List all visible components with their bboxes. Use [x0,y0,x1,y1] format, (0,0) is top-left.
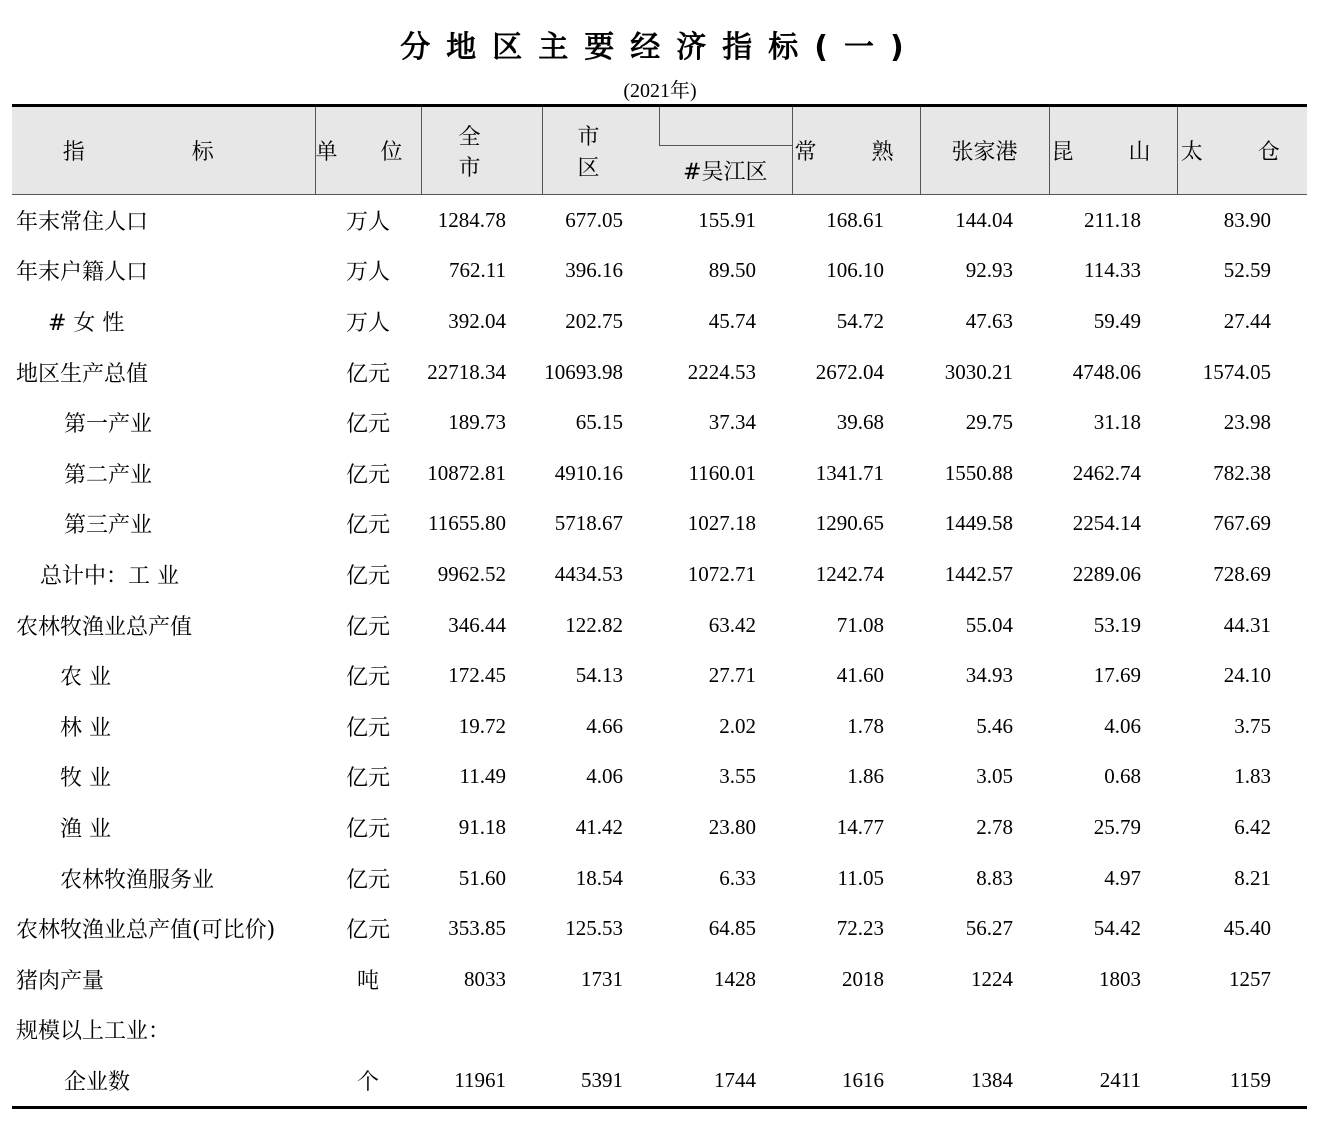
row-unit: 亿元 [345,918,390,944]
cell-city: 189.73 [448,410,506,435]
cell-city: 22718.34 [427,359,506,384]
table-row [12,954,1307,1005]
cell-wujiang: 64.85 [708,916,756,941]
table-row [12,853,1307,904]
cell-urban: 1731 [581,966,623,991]
table-row [12,296,1307,347]
row-indicator-name: 企业数 [12,1055,315,1107]
cell-city: 172.45 [448,663,506,688]
header-unit: 单 位 [315,106,421,195]
cell-zhangjiagang: 92.93 [965,258,1013,283]
table-row [12,195,1307,246]
cell-zhangjiagang: 47.63 [965,308,1013,333]
cell-taicang: 83.90 [1223,207,1271,232]
row-indicator-name: 猪肉产量 [16,968,105,994]
cell-taicang: 1.83 [1234,764,1271,789]
indicators-table [12,104,1307,1109]
header-kunshan: 昆 山 [1049,106,1177,195]
cell-changshu: 1290.65 [815,511,884,536]
cell-taicang: 1257 [1229,966,1271,991]
row-indicator-name: 牧 业 [60,766,111,792]
row-unit: 万人 [345,310,390,336]
cell-wujiang: 155.91 [698,207,756,232]
cell-changshu: 2672.04 [815,359,884,384]
cell-urban [542,1005,659,1056]
table-row [12,752,1307,803]
cell-changshu: 1616 [792,1055,920,1107]
cell-urban: 10693.98 [544,359,623,384]
cell-urban: 41.42 [575,814,623,839]
header-zhangjiagang: 张家港 [920,106,1049,195]
cell-city: 91.18 [458,814,506,839]
row-unit: 亿元 [345,614,390,640]
cell-kunshan: 2411 [1049,1055,1177,1107]
cell-kunshan: 2254.14 [1072,511,1141,536]
cell-urban: 4.06 [586,764,623,789]
cell-kunshan: 4.97 [1104,865,1141,890]
row-unit: 亿元 [345,412,390,438]
cell-changshu: 39.68 [836,410,884,435]
cell-wujiang [659,1005,792,1056]
cell-wujiang: 23.80 [708,814,756,839]
row-unit: 个 [315,1055,421,1107]
page-subtitle: (2021年) [623,80,697,102]
cell-urban: 54.13 [575,663,623,688]
cell-taicang: 8.21 [1234,865,1271,890]
cell-wujiang: 89.50 [708,258,756,283]
cell-taicang: 767.69 [1213,511,1271,536]
cell-zhangjiagang: 34.93 [965,663,1013,688]
cell-urban: 4434.53 [554,561,623,586]
cell-taicang: 23.98 [1223,410,1271,435]
cell-kunshan: 17.69 [1093,663,1141,688]
cell-kunshan: 114.33 [1084,258,1141,283]
row-indicator-name: 总计中：工 业 [40,563,179,589]
row-unit [315,1005,421,1056]
table-row [12,499,1307,550]
cell-urban: 4910.16 [554,460,623,485]
cell-kunshan: 4748.06 [1072,359,1141,384]
cell-kunshan: 31.18 [1093,410,1141,435]
row-indicator-name: 农 业 [60,665,111,691]
row-indicator-name: 年末常住人口 [16,209,149,235]
cell-city: 11.49 [459,764,506,789]
row-indicator-name: 第一产业 [64,412,153,438]
cell-changshu: 1341.71 [815,460,884,485]
row-unit: 亿元 [345,563,390,589]
cell-city: 1284.78 [437,207,506,232]
cell-kunshan: 211.18 [1084,207,1141,232]
table-row [12,397,1307,448]
row-unit: 亿元 [345,816,390,842]
cell-changshu: 1.78 [847,713,884,738]
cell-taicang: 728.69 [1213,561,1271,586]
cell-changshu: 72.23 [836,916,884,941]
cell-changshu: 71.08 [836,612,884,637]
cell-zhangjiagang: 1550.88 [944,460,1013,485]
cell-city: 51.60 [458,865,506,890]
header-indicator: 指 标 [12,106,315,195]
row-indicator-name: 规模以上工业： [16,1019,171,1045]
cell-taicang: 1574.05 [1202,359,1271,384]
row-unit: 亿元 [345,867,390,893]
cell-kunshan: 2289.06 [1072,561,1141,586]
cell-kunshan: 4.06 [1104,713,1141,738]
cell-zhangjiagang: 8.83 [976,865,1013,890]
table-row [12,1005,1307,1056]
cell-kunshan: 1803 [1099,966,1141,991]
cell-city: 10872.81 [427,460,506,485]
row-indicator-name: 林 业 [60,715,111,741]
table-row [12,903,1307,954]
cell-changshu: 54.72 [836,308,884,333]
cell-city: 762.11 [449,258,506,283]
cell-zhangjiagang: 3.05 [976,764,1013,789]
cell-urban: 4.66 [586,713,623,738]
row-unit: 吨 [356,968,379,994]
cell-kunshan: 53.19 [1093,612,1141,637]
cell-city [421,1005,542,1056]
cell-taicang: 6.42 [1234,814,1271,839]
cell-urban: 396.16 [565,258,623,283]
cell-wujiang: 27.71 [708,663,756,688]
cell-urban: 5391 [542,1055,659,1107]
cell-kunshan: 25.79 [1093,814,1141,839]
table-row [12,347,1307,398]
cell-kunshan [1049,1005,1177,1056]
cell-urban: 677.05 [565,207,623,232]
cell-taicang: 52.59 [1223,258,1271,283]
cell-zhangjiagang: 29.75 [965,410,1013,435]
cell-changshu: 1242.74 [815,561,884,586]
cell-city: 346.44 [448,612,506,637]
table-row [12,549,1307,600]
cell-taicang: 3.75 [1234,713,1271,738]
row-indicator-name: 渔 业 [60,816,111,842]
cell-urban: 18.54 [575,865,623,890]
cell-wujiang: 1160.01 [688,460,756,485]
cell-taicang: 44.31 [1223,612,1271,637]
row-unit: 亿元 [345,715,390,741]
row-indicator-name: 年末户籍人口 [16,260,149,286]
cell-taicang: 27.44 [1223,308,1271,333]
row-indicator-name: 第三产业 [64,513,153,539]
cell-taicang: 1159 [1177,1055,1307,1107]
cell-zhangjiagang: 1384 [920,1055,1049,1107]
page-title: 分地区主要经济指标(一) [400,30,920,65]
cell-wujiang: 37.34 [708,410,756,435]
cell-city: 11961 [421,1055,542,1107]
row-indicator-name: # 女 性 [48,310,125,336]
cell-zhangjiagang: 55.04 [965,612,1013,637]
cell-urban: 122.82 [565,612,623,637]
table-row [12,802,1307,853]
cell-changshu: 106.10 [826,258,884,283]
cell-taicang: 45.40 [1223,916,1271,941]
cell-kunshan: 59.49 [1093,308,1141,333]
cell-city: 353.85 [448,916,506,941]
cell-city: 11655.80 [428,511,506,536]
row-unit: 亿元 [345,513,390,539]
cell-changshu: 41.60 [836,663,884,688]
cell-taicang: 24.10 [1223,663,1271,688]
cell-wujiang: 45.74 [708,308,756,333]
cell-urban: 125.53 [565,916,623,941]
table-row [12,600,1307,651]
cell-zhangjiagang: 1224 [971,966,1013,991]
cell-wujiang: 3.55 [719,764,756,789]
cell-wujiang: 2.02 [719,713,756,738]
cell-city: 392.04 [448,308,506,333]
cell-taicang [1177,1005,1307,1056]
header-urban: 市 区 [542,106,659,195]
cell-changshu: 14.77 [836,814,884,839]
row-indicator-name: 农林牧渔服务业 [60,867,215,893]
header-wujiang: #吴江区 [659,146,792,195]
cell-changshu: 2018 [842,966,884,991]
table-row [12,650,1307,701]
cell-kunshan: 0.68 [1104,764,1141,789]
header-changshu: 常 熟 [792,106,920,195]
table-row [12,448,1307,499]
cell-wujiang: 1428 [714,966,756,991]
row-unit: 亿元 [345,462,390,488]
table-row [12,246,1307,297]
cell-changshu: 168.61 [826,207,884,232]
cell-city: 19.72 [458,713,506,738]
cell-changshu [792,1005,920,1056]
cell-urban: 65.15 [575,410,623,435]
row-indicator-name: 农林牧渔业总产值(可比价) [16,918,276,944]
cell-wujiang: 63.42 [708,612,756,637]
header-urban-sub-blank [659,106,792,146]
cell-wujiang: 1027.18 [687,511,756,536]
cell-zhangjiagang [920,1005,1049,1056]
row-indicator-name: 第二产业 [64,462,153,488]
cell-wujiang: 2224.53 [687,359,756,384]
cell-zhangjiagang: 2.78 [976,814,1013,839]
cell-kunshan: 2462.74 [1072,460,1141,485]
cell-kunshan: 54.42 [1093,916,1141,941]
row-indicator-name: 农林牧渔业总产值 [16,614,193,640]
cell-wujiang: 6.33 [719,865,756,890]
cell-city: 8033 [464,966,506,991]
cell-taicang: 782.38 [1213,460,1271,485]
row-unit: 万人 [345,209,390,235]
header-city: 全 市 [421,106,542,195]
cell-zhangjiagang: 3030.21 [944,359,1013,384]
cell-urban: 5718.67 [554,511,623,536]
header-taicang: 太 仓 [1177,106,1307,195]
table-row [12,701,1307,752]
cell-wujiang: 1072.71 [687,561,756,586]
cell-zhangjiagang: 56.27 [965,916,1013,941]
row-unit: 亿元 [345,361,390,387]
cell-zhangjiagang: 1442.57 [944,561,1013,586]
row-unit: 亿元 [345,665,390,691]
cell-urban: 202.75 [565,308,623,333]
table-row [12,1055,1307,1107]
cell-changshu: 11.05 [837,865,884,890]
row-indicator-name: 地区生产总值 [16,361,149,387]
cell-zhangjiagang: 144.04 [955,207,1013,232]
row-unit: 亿元 [345,766,390,792]
cell-changshu: 1.86 [847,764,884,789]
cell-zhangjiagang: 5.46 [976,713,1013,738]
cell-zhangjiagang: 1449.58 [944,511,1013,536]
row-unit: 万人 [345,260,390,286]
cell-wujiang: 1744 [659,1055,792,1107]
cell-city: 9962.52 [437,561,506,586]
